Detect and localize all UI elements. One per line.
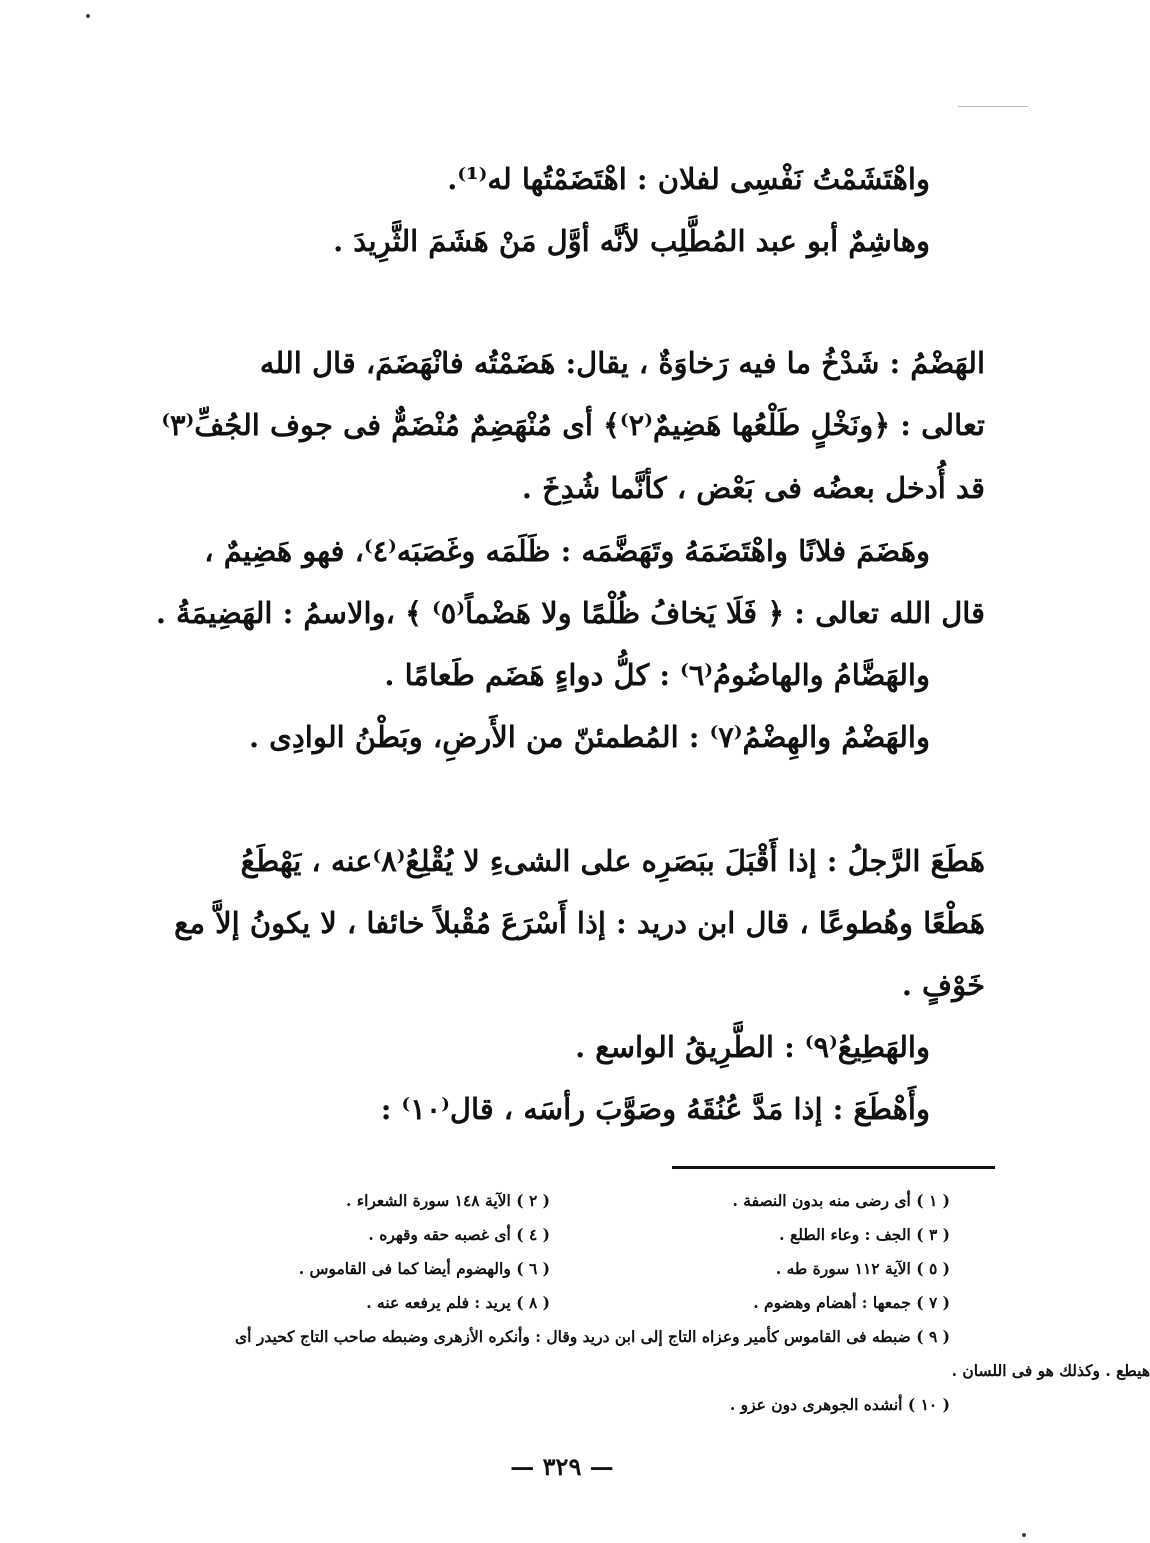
scan-speck <box>1022 1533 1026 1537</box>
main-text <box>155 148 985 1140</box>
text-line: والهَضَّامُ والهاضُومُ⁽٦⁾ : كلُّ دواءٍ هَضَم طَعامًا . <box>384 658 930 692</box>
footnote: ( ٣ ) الجف : وعاء الطلع . <box>779 1225 950 1244</box>
footnote: ( ٦ ) والهضوم أيضا كما فى القاموس . <box>298 1259 550 1278</box>
footnote-row <box>160 1252 950 1286</box>
footnote-row <box>160 1218 950 1252</box>
footnote-row <box>160 1354 1150 1388</box>
footnote: ( ٨ ) يريد : فلم يرفعه عنه . <box>366 1293 550 1312</box>
text-line: والهَضْمُ والهِضْمُ⁽٧⁾ : المُطمئنّ من الأَرضِ، وبَطْنُ الوادِى . <box>248 720 930 754</box>
paragraph-gap <box>225 272 985 332</box>
entry-headword-line: هَطَعَ الرَّجلُ : إذا أَقْبَلَ ببَصَرِه على الشىءِ لا يُقْلِعُ⁽٨⁾عنه ، يَهْطَعُ <box>240 844 985 878</box>
footnote: ( ٢ ) الآية ١٤٨ سورة الشعراء . <box>345 1191 550 1210</box>
text-line: وهَضَمَ فلانًا واهْتَضَمَهُ وتَهَضَّمَه : ظَلَمَه وغَصَبَه⁽٤⁾، فهو هَضِيمٌ ، <box>204 534 930 568</box>
scan-mark <box>958 106 1028 107</box>
text-line: هَطْعًا وهُطوعًا ، قال ابن دريد : إذا أَسْرَعَ مُقْبلاً خائفا ، لا يكونُ إلاَّ مع <box>174 906 985 940</box>
footnote: ( ٤ ) أى غصبه حقه وقهره . <box>368 1225 550 1244</box>
page-number: — ٣٢٩ — <box>510 1452 614 1481</box>
footnote-row <box>160 1388 950 1422</box>
entry-headword-line: الهَضْمُ : شَدْخُ ما فيه رَخاوَةٌ ، يقال: هَضَمْتُه فانْهَضَمَ، قال الله <box>259 346 985 380</box>
footnotes <box>160 1184 1150 1422</box>
text-line: وهاشِمٌ أبو عبد المُطَّلِب لأنَّه أوَّل مَنْ هَشَمَ الثَّرِيدَ . <box>333 224 930 258</box>
footnote: ( ٥ ) الآية ١١٢ سورة طه . <box>775 1259 950 1278</box>
footnote-row <box>160 1184 950 1218</box>
text-line: والهَطِيعُ⁽٩⁾ : الطَّرِيقُ الواسع . <box>575 1030 930 1064</box>
text-line: قد أُدخل بعضُه فى بَعْض ، كأنَّما شُدِخَ . <box>521 471 985 505</box>
text-line: قال الله تعالى : ﴿ فَلَا يَخافُ ظُلْمًا ولا هَضْماً⁽٥⁾ ﴾ ،والاسمُ : الهَضِيمَةُ . <box>155 596 985 630</box>
footnote-row <box>160 1286 950 1320</box>
text-line: واهْتَشَمْتُ نَفْسِى لفلان : اهْتَضَمْتُها له⁽¹⁾. <box>447 162 930 196</box>
footnote-continuation: هيطع . وكذلك هو فى اللسان . <box>951 1361 1150 1380</box>
footnote: ( ٧ ) جمعها : أهضام وهضوم . <box>753 1293 950 1312</box>
paragraph-gap <box>225 768 985 830</box>
text-line: تعالى : ﴿ونَخْلٍ طَلْعُها هَضِيمٌ⁽٢⁾﴾ أى مُنْهَضِمٌ مُنْضَمٌّ فى جوف الجُفِّ⁽٣⁾ <box>161 408 985 442</box>
footnote: ( ٩ ) ضبطه فى القاموس كأمير وعزاه التاج إلى ابن دريد وقال : وأنكره الأزهرى وضبطه صاحب التاج كحيدر أى <box>235 1327 950 1346</box>
footnote-separator <box>672 1166 995 1169</box>
footnote: ( ١٠ ) أنشده الجوهرى دون عزو . <box>729 1395 950 1414</box>
scan-speck <box>86 14 90 18</box>
footnote: ( ١ ) أى رضى منه بدون النصفة . <box>732 1191 950 1210</box>
text-line: وأَهْطَعَ : إذا مَدَّ عُنُقَهُ وصَوَّبَ رأسَه ، قال⁽١٠⁾ : <box>380 1092 930 1126</box>
text-line: خَوْفٍ . <box>901 968 985 1002</box>
footnote-row <box>160 1320 950 1354</box>
